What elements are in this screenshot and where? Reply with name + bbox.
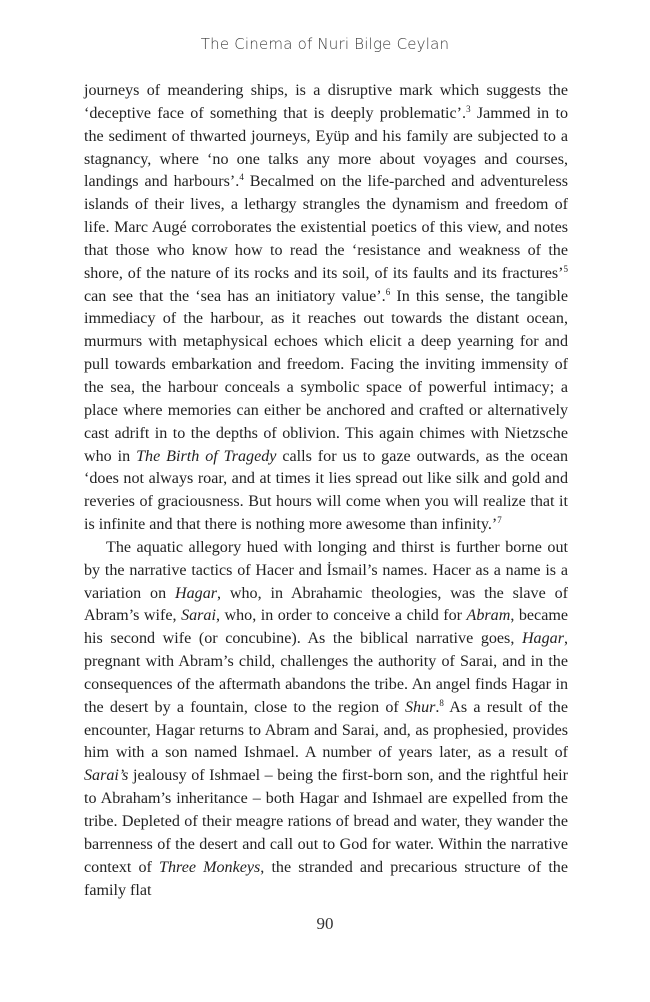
p2-text-9: , the stranded and precarious structure of the family flat bbox=[84, 858, 568, 899]
p2-text-4: , became his second wife (or concubine). As the biblical narrative goes, bbox=[84, 607, 569, 648]
p2-italic-shur: Shur bbox=[404, 698, 436, 716]
p2-text-6: . bbox=[435, 698, 440, 716]
footnote-ref-4: 4 bbox=[239, 172, 244, 183]
p1-text-4: can see that the ‘sea has an initiatory value’. bbox=[84, 287, 386, 305]
p2-italic-sarais: Sarai’s bbox=[84, 767, 129, 785]
footnote-ref-3: 3 bbox=[466, 103, 471, 114]
body-text bbox=[84, 80, 568, 902]
page-number: 90 bbox=[316, 914, 334, 933]
p1-text-3: Becalmed on the life-parched and adventureless islands of their lives, a lethargy strangles the dynamism and freedom of life. Marc Augé corroborates the existential poetics of this view, and notes that those who know how to read the ‘resistance and weakness of the shore, of the nature of its rocks and its soil, of its faults and its fractures’ bbox=[84, 173, 568, 282]
footnote-ref-6: 6 bbox=[385, 286, 391, 297]
footnote-ref-5: 5 bbox=[563, 263, 568, 274]
p2-text-5: , pregnant with Abram’s child, challenges the authority of Sarai, and in the consequences of the aftermath abandons the tribe. An angel finds Hagar in the desert by a fountain, close to the region of bbox=[84, 630, 568, 716]
p2-italic-sarai: Sarai bbox=[181, 607, 216, 625]
p2-italic-hagar: Hagar bbox=[174, 584, 218, 602]
p1-text-6: calls for us to gaze outwards, as the ocean ‘does not always roar, and at times it lies spread out like silk and gold and reveries of graciousness. But hours will come when you will realize that it is infinite and that there is nothing more awesome than infinity.’ bbox=[84, 447, 569, 534]
p2-text-2: , who, in Abrahamic theologies, was the slave of Abram’s wife, bbox=[84, 584, 568, 625]
footnote-ref-7: 7 bbox=[497, 515, 502, 526]
running-head: The Cinema of Nuri Bilge Ceylan bbox=[200, 35, 450, 53]
footnote-ref-8: 8 bbox=[439, 697, 444, 708]
p1-italic-birth-of-tragedy: The Birth of Tragedy bbox=[136, 447, 277, 465]
p2-text-3: , who, in order to conceive a child for bbox=[215, 607, 467, 625]
p2-italic-abram: Abram bbox=[466, 607, 511, 625]
p2-italic-hagar-2: Hagar bbox=[521, 630, 564, 648]
p1-text-2: Jammed in to the sediment of thwarted journeys, Eyüp and his family are subjected to a stagnancy, where ‘no one talks any more about voyages and courses, landings and harbours’. bbox=[84, 104, 568, 191]
paragraph-2 bbox=[84, 537, 568, 903]
p2-text-8: jealousy of Ishmael – being the first-born son, and the rightful heir to Abraham’s inheritance – both Hagar and Ishmael are expelled from the tribe. Depleted of their meagre rations of bread and water, they wander the barrenness of the desert and call out to God for water. Within the narrative context of bbox=[84, 767, 568, 876]
p2-text-1: The aquatic allegory hued with longing and thirst is further borne out by the narrative tactics of Hacer and İsmail’s names. Hacer as a name is a variation on bbox=[84, 538, 568, 602]
p2-italic-three-monkeys: Three Monkeys bbox=[159, 858, 261, 876]
p1-text-5: In this sense, the tangible immediacy of the harbour, as it reaches out towards the distant ocean, murmurs with metaphysical echoes which elicit a deep yearning for and pull towards embarkation and freedom. Facing the inviting immensity of the sea, the harbour conceals a symbolic space of powerful intimacy; a place where memories can either be anchored and crafted or alternatively cast adrift in to the depths of oblivion. This again chimes with Nietzsche who in bbox=[84, 287, 568, 465]
p2-text-7: As a result of the encounter, Hagar returns to Abram and Sarai, and, as prophesied, provides him with a son named Ishmael. A number of years later, as a result of bbox=[84, 698, 568, 762]
paragraph-1 bbox=[84, 80, 568, 537]
p1-text-1: journeys of meandering ships, is a disruptive mark which suggests the ‘deceptive face of something that is deeply problematic’. bbox=[84, 82, 568, 122]
